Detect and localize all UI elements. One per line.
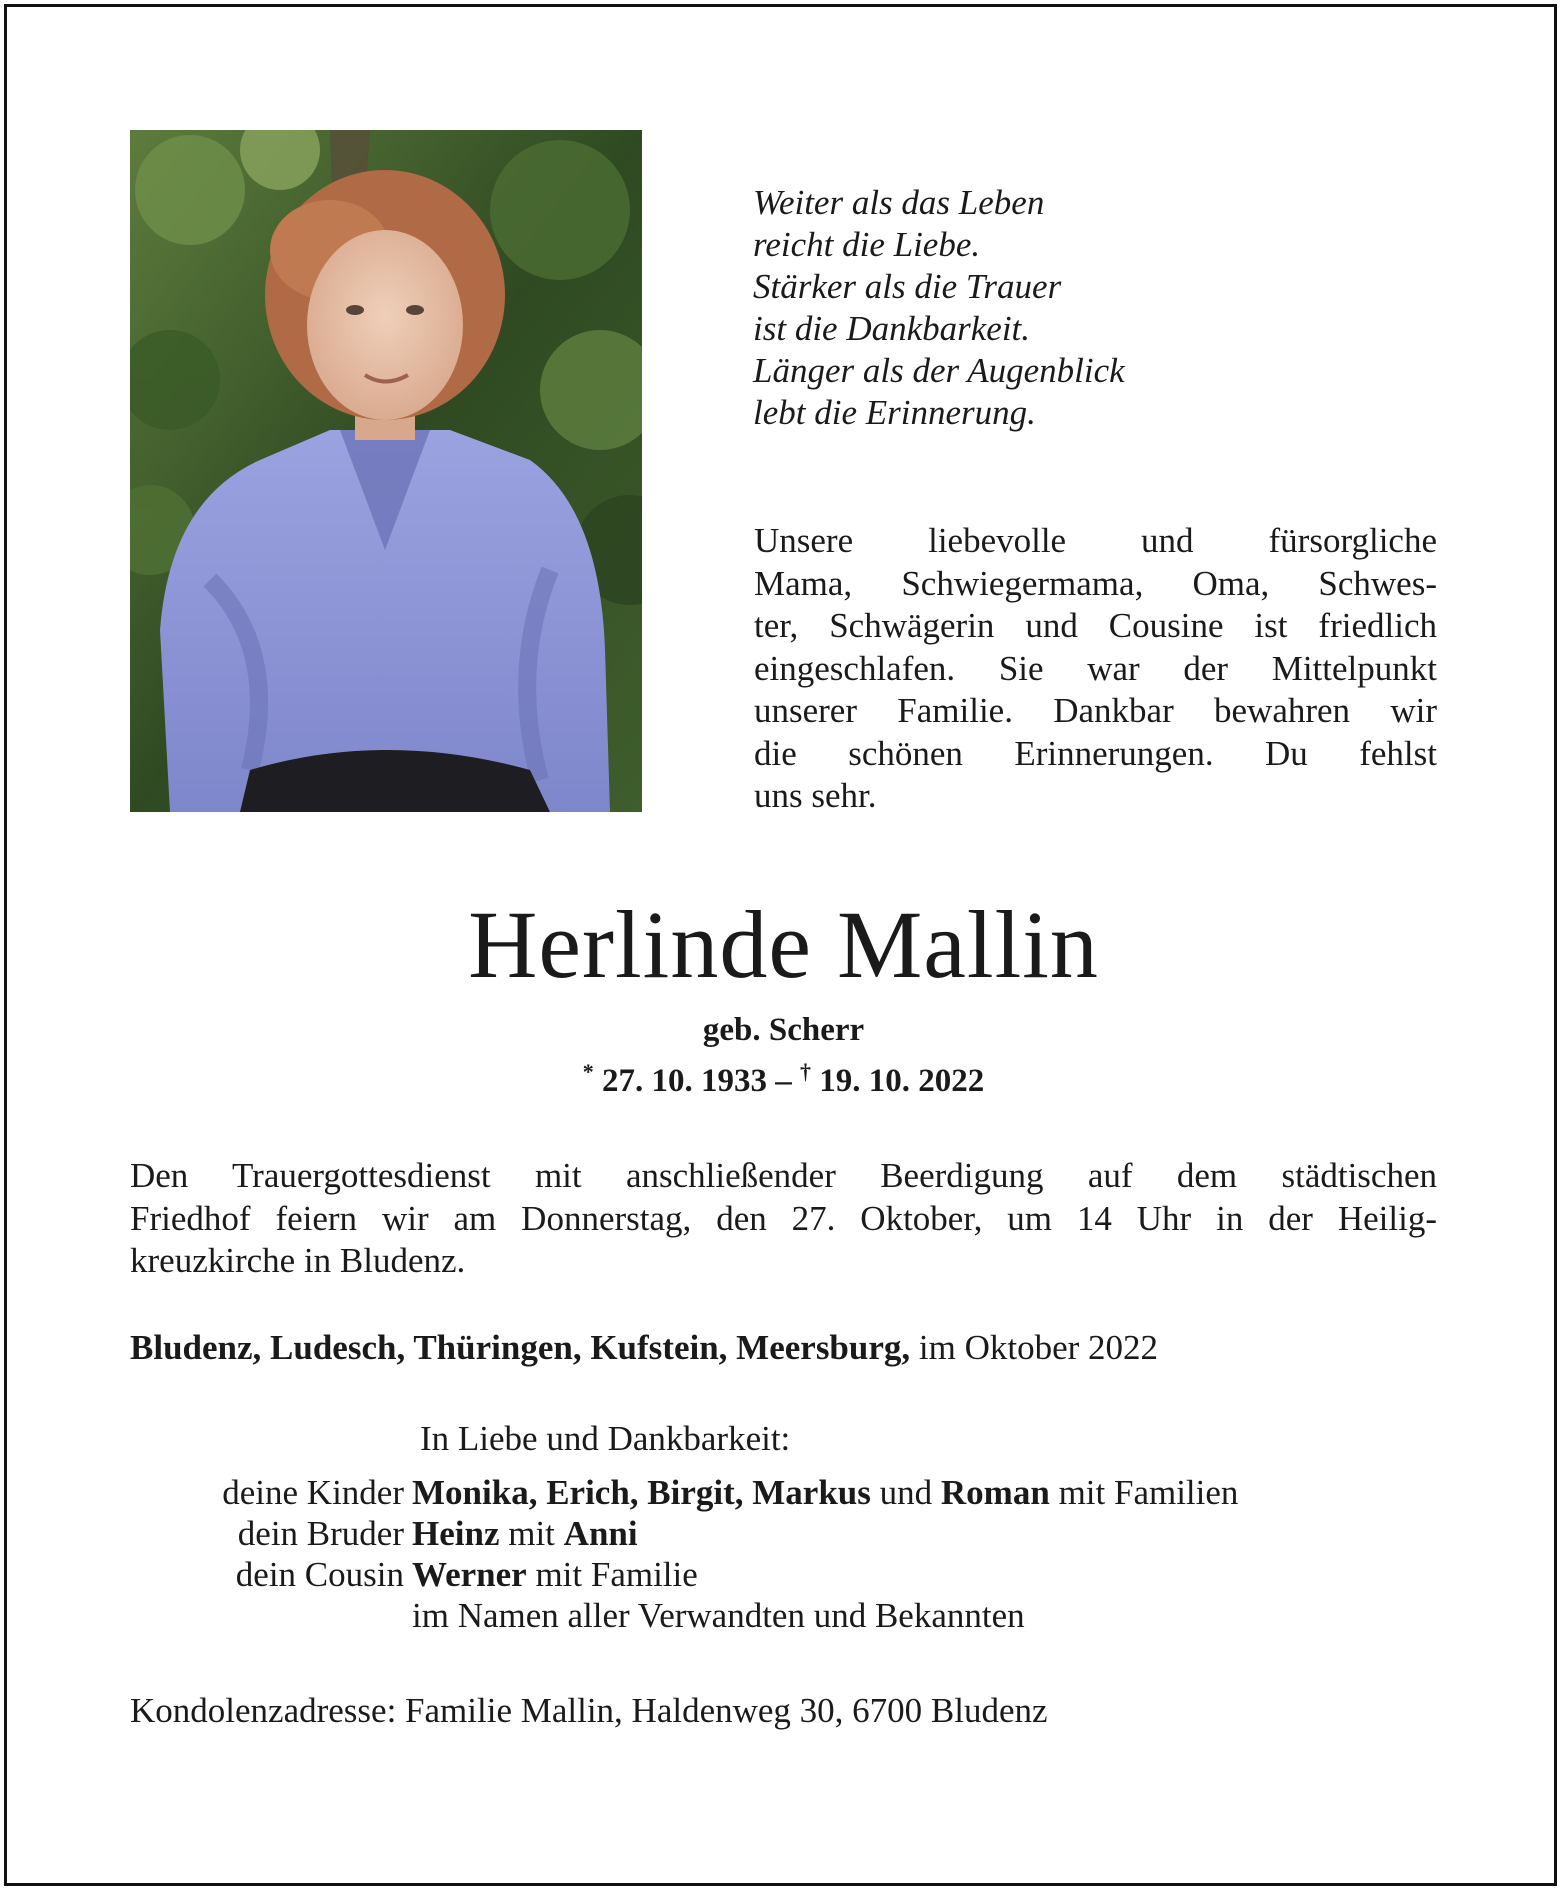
date-separator: – — [767, 1063, 800, 1099]
children-last-name: Roman — [940, 1473, 1050, 1512]
service-line: kreuzkirche in Bludenz. — [130, 1241, 466, 1280]
tribute-line: die schönen Erinnerungen. Du fehlst — [754, 733, 1437, 773]
death-date: 19. 10. 2022 — [819, 1063, 985, 1099]
all-relatives: im Namen aller Verwandten und Bekannten — [412, 1596, 1025, 1635]
tribute-line: Unsere liebevolle und fürsorgliche — [754, 521, 1437, 560]
maiden-name: geb. Scherr — [702, 1012, 865, 1048]
month-year: im Oktober 2022 — [910, 1328, 1159, 1367]
place-names: Bludenz, Ludesch, Thüringen, Kufstein, Meersburg, — [130, 1328, 911, 1367]
tribute-line: unserer Familie. Dankbar bewahren wir — [754, 691, 1437, 730]
death-symbol: † — [800, 1059, 811, 1084]
deceased-name: Herlinde Mallin — [468, 891, 1099, 998]
birth-date: 27. 10. 1933 — [602, 1063, 767, 1099]
conjunction: und — [870, 1473, 941, 1512]
service-announcement — [130, 1155, 1437, 1283]
cousin-suffix: mit Familie — [526, 1555, 698, 1594]
birth-symbol: * — [582, 1059, 594, 1084]
poem-line: Stärker als die Trauer — [753, 267, 1062, 306]
tribute-line: ter, Schwägerin und Cousine ist friedlich — [754, 606, 1437, 645]
poem-line: lebt die Erinnerung. — [753, 393, 1036, 432]
greeting: In Liebe und Dankbarkeit: — [420, 1419, 791, 1458]
cousin-name: Werner — [412, 1555, 527, 1594]
children-names: Monika, Erich, Birgit, Markus — [412, 1473, 871, 1512]
places-date — [130, 1327, 1450, 1369]
service-line: Den Trauergottesdienst mit anschließender Beerdigung auf dem städtischen — [130, 1156, 1437, 1195]
brother-row — [130, 1513, 1450, 1554]
poem-line: ist die Dankbarkeit. — [753, 309, 1031, 348]
poem — [753, 182, 1453, 434]
brother-name: Heinz — [412, 1514, 500, 1553]
children-row — [130, 1472, 1450, 1513]
brother-partner: Anni — [563, 1514, 638, 1553]
poem-line: reicht die Liebe. — [753, 225, 981, 264]
portrait-photo — [130, 130, 642, 812]
portrait-image — [130, 130, 642, 812]
cousin-row — [130, 1554, 1450, 1595]
poem-line: Länger als der Augenblick — [753, 351, 1125, 390]
relatives-row — [130, 1595, 1450, 1636]
tribute-line: eingeschlafen. Sie war der Mittelpunkt — [754, 648, 1437, 688]
cousin-label: dein Cousin — [235, 1555, 404, 1594]
children-suffix: mit Familien — [1049, 1473, 1239, 1512]
life-dates — [0, 1052, 1567, 1101]
service-line: Friedhof feiern wir am Donnerstag, den 27. Oktober, um 14 Uhr in der Heilig- — [130, 1198, 1437, 1238]
children-label: deine Kinder — [222, 1473, 404, 1512]
tribute-line: uns sehr. — [754, 776, 877, 815]
mourners-list — [130, 1472, 1450, 1636]
poem-line: Weiter als das Leben — [753, 183, 1045, 222]
conjunction: mit — [499, 1514, 564, 1553]
tribute-line: Mama, Schwiegermama, Oma, Schwes- — [754, 563, 1437, 603]
brother-label: dein Bruder — [237, 1514, 404, 1553]
tribute-text — [754, 520, 1437, 818]
condolence-address: Kondolenzadresse: Familie Mallin, Haldenweg 30, 6700 Bludenz — [130, 1691, 1048, 1730]
